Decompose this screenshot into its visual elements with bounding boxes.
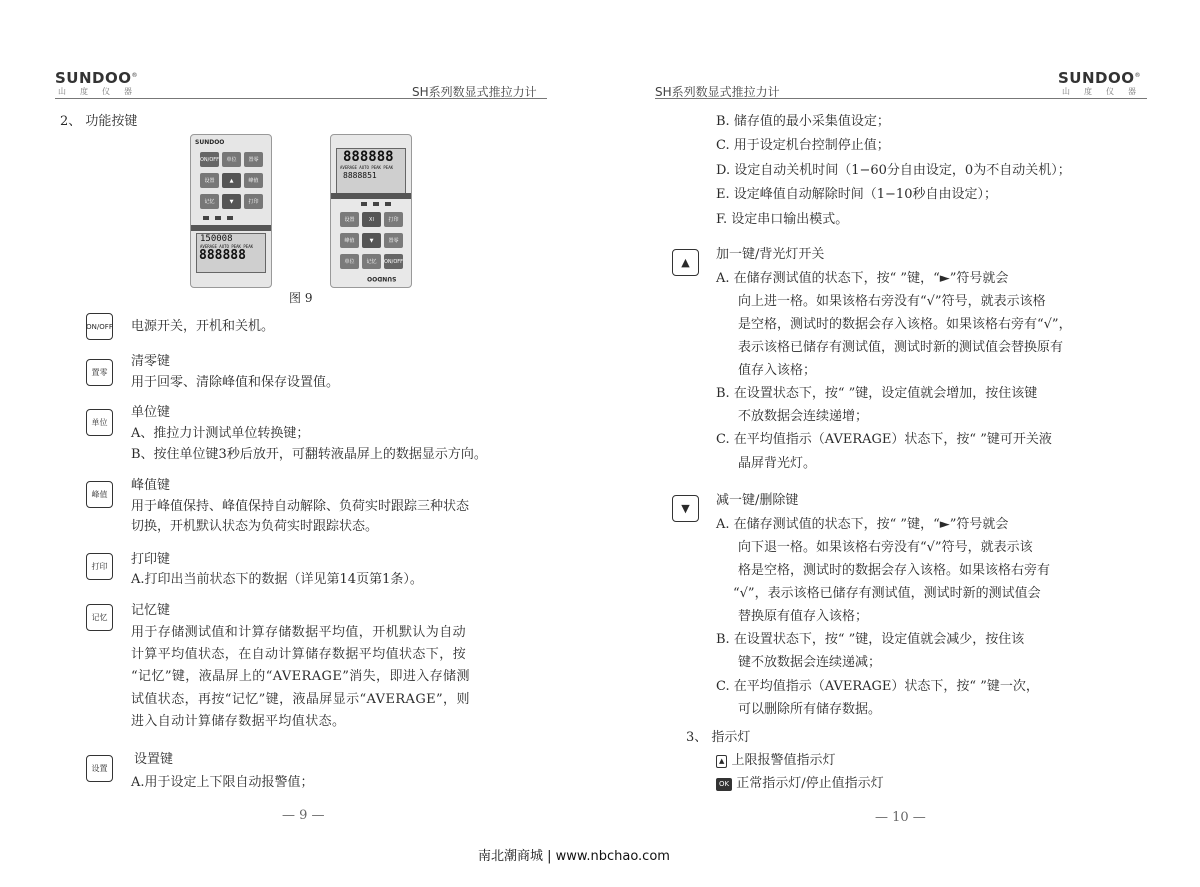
zero-key-line-1: 用于回零、清除峰值和保存设置值。 bbox=[131, 375, 340, 390]
right-header-title: SH系列数显式推拉力计 bbox=[655, 85, 780, 99]
device-button-memory: 记忆 bbox=[200, 194, 219, 209]
lcd2-main-reading: 888888 bbox=[343, 149, 394, 165]
minus-key-line-8: C. 在平均值指示（AVERAGE）状态下，按“ ”键一次， bbox=[716, 679, 1039, 694]
minus-delete-key-icon: ▼ bbox=[672, 495, 699, 522]
minus-key-line-2: 向下退一格。如果该格右旁没有“√”符号，就表示该 bbox=[738, 540, 1033, 555]
set-key-line-e: E. 设定峰值自动解除时间（1−10秒自由设定）； bbox=[716, 187, 997, 202]
set-key-line-c: C. 用于设定机台控制停止值； bbox=[716, 138, 890, 153]
minus-key-title: 减一键/删除键 bbox=[716, 493, 799, 508]
device-rotated-illustration bbox=[330, 134, 412, 288]
device2-button-up: ▼ bbox=[362, 233, 381, 248]
lcd2-labels: AVERAGE AUTO PEAK PEAK bbox=[340, 165, 394, 170]
peak-key-icon: 峰值 bbox=[86, 481, 113, 508]
set-key-line-f: F. 设定串口输出模式。 bbox=[716, 212, 849, 227]
plus-key-line-3: 是空格，测试时的数据会存入该格。如果该格右旁有“√”， bbox=[738, 317, 1072, 332]
device-led-1 bbox=[203, 216, 209, 220]
device2-button-set: 设置 bbox=[340, 212, 359, 227]
set-key-line-1: A.用于设定上下限自动报警值； bbox=[131, 775, 314, 790]
device-button-peak: 峰值 bbox=[244, 173, 263, 188]
print-key-icon: 打印 bbox=[86, 553, 113, 580]
plus-backlight-key-icon: ▲ bbox=[672, 249, 699, 276]
plus-key-line-7: 不放数据会连续递增； bbox=[738, 409, 869, 424]
set-key-line-b: B. 储存值的最小采集值设定； bbox=[716, 114, 890, 129]
plus-key-title: 加一键/背光灯开关 bbox=[716, 247, 825, 262]
device-button-up: ▲ bbox=[222, 173, 241, 188]
set-key-line-d: D. 设定自动关机时间（1−60分自由设定，0为不自动关机）； bbox=[716, 163, 1071, 178]
indicator-normal-stop: OK 正常指示灯/停止值指示灯 bbox=[716, 773, 884, 794]
left-page-number: — 9 — bbox=[282, 808, 325, 823]
minus-key-line-5: 替换原有值存入该格； bbox=[738, 609, 869, 624]
memory-key-line-2: 计算平均值状态，在自动计算储存数据平均值状态下，按 bbox=[131, 647, 467, 662]
minus-key-line-7: 键不放数据会连续递减； bbox=[738, 655, 882, 670]
device2-brand: SUNDOO bbox=[367, 275, 397, 282]
device-front-illustration bbox=[190, 134, 272, 288]
site-footer: 南北潮商城 | www.nbchao.com bbox=[478, 849, 670, 864]
device2-led-1 bbox=[361, 202, 367, 206]
plus-key-line-9: 晶屏背光灯。 bbox=[738, 456, 817, 471]
device2-button-zero: 置零 bbox=[384, 233, 403, 248]
memory-key-line-1: 用于存储测试值和计算存储数据平均值，开机默认为自动 bbox=[131, 625, 467, 640]
plus-key-line-1: A. 在储存测试值的状态下，按“ ”键，“►”符号就会 bbox=[716, 271, 1009, 286]
device-brand: SUNDOO bbox=[195, 139, 225, 146]
device2-button-onoff: ON/OFF bbox=[384, 254, 403, 269]
zero-key-icon: 置零 bbox=[86, 359, 113, 386]
minus-key-line-1: A. 在储存测试值的状态下，按“ ”键，“►”符号就会 bbox=[716, 517, 1009, 532]
lcd-labels: AVERAGE AUTO PEAK PEAK bbox=[200, 244, 254, 249]
set-key-icon: 设置 bbox=[86, 755, 113, 782]
device2-band bbox=[331, 193, 411, 199]
right-page-number: — 10 — bbox=[875, 810, 926, 825]
device-button-unit: 单位 bbox=[222, 152, 241, 167]
left-header-rule bbox=[55, 98, 547, 99]
memory-key-icon: 记忆 bbox=[86, 604, 113, 631]
device-button-zero: 置零 bbox=[244, 152, 263, 167]
device-led-3 bbox=[227, 216, 233, 220]
unit-key-icon: 单位 bbox=[86, 409, 113, 436]
device2-led-2 bbox=[373, 202, 379, 206]
plus-key-line-2: 向上进一格。如果该格右旁没有“√”符号，就表示该格 bbox=[738, 294, 1046, 309]
device2-led-3 bbox=[385, 202, 391, 206]
memory-key-line-5: 进入自动计算储存数据平均值状态。 bbox=[131, 714, 346, 729]
minus-key-line-6: B. 在设置状态下，按“ ”键，设定值就会减少，按住该 bbox=[716, 632, 1025, 647]
plus-key-line-8: C. 在平均值指示（AVERAGE）状态下，按“ ”键可开关液 bbox=[716, 432, 1052, 447]
device2-button-unit: 单位 bbox=[340, 254, 359, 269]
device2-lcd bbox=[336, 148, 406, 194]
peak-key-line-2: 切换，开机默认状态为负荷实时跟踪状态。 bbox=[131, 519, 379, 534]
device-button-onoff: ON/OFF bbox=[200, 152, 219, 167]
zero-key-title: 清零键 bbox=[131, 354, 171, 369]
set-key-title: 设置键 bbox=[134, 752, 174, 767]
minus-key-line-9: 可以删除所有储存数据。 bbox=[738, 702, 882, 717]
peak-key-line-1: 用于峰值保持、峰值保持自动解除、负荷实时跟踪三种状态 bbox=[131, 499, 470, 514]
left-logo-subtitle: 山度仪器 bbox=[58, 87, 146, 96]
plus-key-line-6: B. 在设置状态下，按“ ”键，设定值就会增加，按住该键 bbox=[716, 386, 1038, 401]
device2-button-memory: 记忆 bbox=[362, 254, 381, 269]
left-logo: SUNDOO® bbox=[55, 69, 138, 87]
memory-key-title: 记忆键 bbox=[131, 603, 171, 618]
device2-button-print: 打印 bbox=[384, 212, 403, 227]
device-button-print: 打印 bbox=[244, 194, 263, 209]
onoff-key-icon: ON/OFF bbox=[86, 313, 113, 340]
minus-key-line-4: “√”，表示该格已储存有测试值，测试时新的测试值会 bbox=[733, 586, 1041, 601]
print-key-line-1: A.打印出当前状态下的数据（详见第14页第1条）。 bbox=[131, 572, 423, 587]
print-key-title: 打印键 bbox=[131, 552, 171, 567]
device2-button-peak: 峰值 bbox=[340, 233, 359, 248]
left-header-title: SH系列数显式推拉力计 bbox=[412, 85, 537, 99]
memory-key-line-3: “记忆”键，液晶屏上的“AVERAGE”消失，即进入存储测 bbox=[131, 669, 470, 684]
device-led-2 bbox=[215, 216, 221, 220]
ok-indicator-icon: OK bbox=[716, 778, 732, 791]
device-band bbox=[191, 225, 271, 231]
unit-key-title: 单位键 bbox=[131, 405, 171, 420]
plus-key-line-4: 表示该格已储存有测试值，测试时新的测试值会替换原有 bbox=[738, 340, 1064, 355]
lcd-main-reading: 888888 bbox=[199, 248, 246, 263]
memory-key-line-4: 试值状态，再按“记忆”键，液晶屏显示“AVERAGE”，则 bbox=[131, 692, 470, 707]
lcd-top-reading: 150008 bbox=[200, 234, 233, 244]
section-title-indicators: 3、 指示灯 bbox=[686, 730, 751, 745]
unit-key-line-1: A、推拉力计测试单位转换键； bbox=[131, 426, 310, 441]
onoff-key-description: 电源开关，开机和关机。 bbox=[131, 319, 275, 334]
device2-button-down: XI bbox=[362, 212, 381, 227]
right-logo: SUNDOO® bbox=[1058, 69, 1141, 87]
device-button-down: ▼ bbox=[222, 194, 241, 209]
device-lcd bbox=[196, 233, 266, 273]
right-header-rule bbox=[655, 98, 1147, 99]
figure-caption: 图 9 bbox=[289, 291, 313, 305]
peak-key-title: 峰值键 bbox=[131, 478, 171, 493]
upper-limit-indicator-icon: ▲ bbox=[716, 755, 727, 768]
section-title-function-keys: 2、 功能按键 bbox=[60, 114, 138, 129]
right-logo-subtitle: 山度仪器 bbox=[1062, 87, 1150, 96]
minus-key-line-3: 格是空格，测试时的数据会存入该格。如果该格右旁有 bbox=[738, 563, 1051, 578]
plus-key-line-5: 值存入该格； bbox=[738, 363, 817, 378]
lcd2-small-reading: 8888851 bbox=[343, 171, 377, 180]
indicator-upper-limit: ▲ 上限报警值指示灯 bbox=[716, 750, 836, 771]
device-button-set: 设置 bbox=[200, 173, 219, 188]
unit-key-line-2: B、按住单位键3秒后放开，可翻转液晶屏上的数据显示方向。 bbox=[131, 447, 487, 462]
